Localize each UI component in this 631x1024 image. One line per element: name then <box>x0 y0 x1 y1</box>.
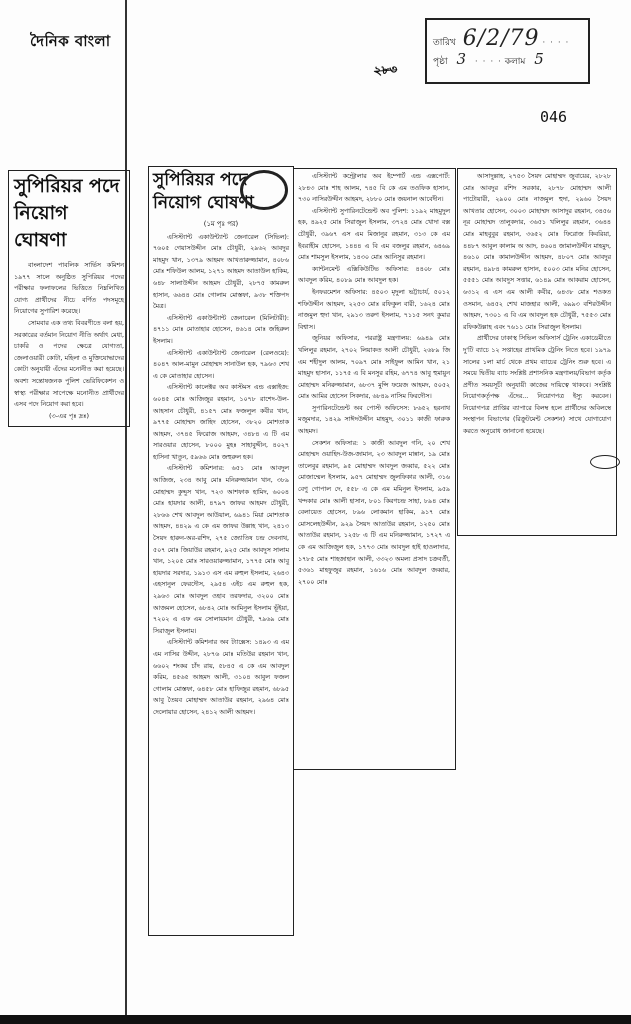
stamp-dots: · · · · <box>542 38 570 48</box>
stamp-page-value: 3 <box>456 50 467 68</box>
appointment-list-paragraph: এসিস্ট্যান্ট একাউন্ট্যান্ট জেনারেল (মিলিটারী): ৪৭১১ মোঃ মোতাহার হোসেন, ৪৬১৪ মোঃ জহিরুল ইসলাম। <box>153 314 289 345</box>
appointment-list-paragraph: এসিস্ট্যান্ট কালেক্টর অব কাস্টমস এন্ড এক্সাইজ: ৬০৪৫ মোঃ আজিজুর রহমান, ১০৭৮ রাশেদ-উল-আহসান চৌধুরী, ৪১৫৭ মোঃ ফজলুল কবীর খান, ৯৭৭৫ মোহাম্মদ জাহিদ হোসেন, ৩৮২০ মোশতাক আহমদ, ৩৭৪৫ ফিরোজ আহমদ, ৩৪৮৪ এ টি এম সারওয়ার হোসেন, ৮০০০ মুহঃ সাহাবুদ্দীন, ৪০২৭ হাসিনা খাতুন, ৫৯৬৬ মোঃ জহুরুল হক। <box>153 384 289 461</box>
appointment-list-paragraph: ক্যান্টনমেন্ট এক্সিকিউটিভ অফিসার: ৪৪০৮ মোঃ আবদুল করিম, ৪০৮৯ মোঃ আবদুল হক। <box>298 265 450 285</box>
training-paragraph: প্রার্থীদের ঢাকাস্থ সিভিল অফিসার্স ট্রেনিং একাডেমীতে দু'টি ব্যাচে ১২ সপ্তাহের প্রাথমিক ট্রেনিং নিতে হবে। ১৯৭৯ সালের ১লা মার্চ থেকে প্রথম ব্যাচের ট্রেনিং শুরু হবে। এ সময়ে দ্বিতীয় ব্যাচ সংশ্লিষ্ট প্রশাসনিক মন্ত্রণালয়/বিভাগ কর্তৃক প্রণীত সময়সূচী অনুযায়ী কাজের দায়িত্বে থাকবে। সংশ্লিষ্ট নিয়োগকর্তৃপক্ষ এঁদের... নিয়োগপত্র ইস্যু করবেন। নিয়োগপত্র প্রাপ্তির ব্যাপারে বিলম্ব হলে প্রার্থীদের অবিলম্বে সংস্থাপন বিভাগের (রিক্রুটমেন্ট সেকশন) সাথে যোগাযোগ করতে অনুরোধ জানানো হয়েছে। <box>463 335 611 436</box>
appointment-list-paragraph: এসিস্ট্যান্ট কন্ট্রোলার অব ইম্পোর্ট এন্ড এক্সপোর্ট: ২৮৪৩ মোঃ শাহ আলম, ৭৪৫ বি কে এম তওফিক হাসান, ৭৩০ নাসিরউদ্দীন আহমদ, ২৮৮০ মোঃ জয়নাল আবেদীন। <box>298 173 450 204</box>
margin-rule <box>125 0 127 1016</box>
appointment-list-paragraph: জুনিয়র অফিসার, পররাষ্ট্র মন্ত্রণালয়: ৬৯৪৯ মোঃ খলিলুর রহমান, ২৭০২ লিয়াকত আলী চৌধুরী, ২৬৮৯ জি এম শহীদুল আলম, ৭০৯৭ মোঃ সাইফুল আমিন খান, ২১ মাহমুদ হাসান, ১১৭৫ এ বি মনসুর রহিম, ৬৭৭৪ আবু হুমায়ুন মোহাম্মদ মনিরুজ্জামান, ৬৮৩৭ মুন্সি ফয়েজ আহমদ, ৫০৫২ মোঃ আমির হোসেন সিকদার, ৬৮৪৯ নাসিম ফিরদৌস। <box>298 335 450 401</box>
front-paragraph: বাংলাদেশ পাবলিক সার্ভিস কমিশন ১৯৭৭ সালে অনুষ্ঠিত সুপিরিয়র পদের পরীক্ষার ফলাফলের ভিত্তিতে নিম্নলিখিত যোগ্য প্রার্থীদের নীচে বর্ণিত পদসমূহে নিয়োগের সুপারিশ করেছে। <box>14 262 124 316</box>
continued-article-column-1 <box>148 166 294 936</box>
appointment-list-paragraph: আসাদুল্লাহ, ২৭৫৩ সৈয়দ মোহাম্মদ জুবায়ের, ২৮২৮ মোঃ আবদুর রশিদ সরকার, ২৮৭৮ মোহাম্মদ আলী পাটোয়ারী, ২৯০০ মোঃ নাজমুল হুদা, ২৯৬০ সৈয়দ আখতার হোসেন, ৩০০৩ মোহাম্মদ আসাদুর রহমান, ৩৪৫৬ নূর মোহাম্মদ তালুকদার, ৩৬৫১ খলিলুর রহমান, ৩৬৪৪ মোঃ মাহবুবুর রহমান, ৩৬৫২ মোঃ ফিরোজ কিবরিয়া, ৪৪৮৭ আবুল কালাম অ আদ, ৪৬০৪ জামালউদ্দীন মাহমুদ, ৪৬১০ মোঃ কামালউদ্দীন আহমদ, ৪৮০৭ মোঃ আবদুর রহমান, ৪৯৮৪ কামরুল হাসান, ৫০০৩ মোঃ মনির হোসেন, ৫৫৫১ মোঃ আবদুস সত্তার, ৬১৪৯ মোঃ আকরাম হোসেন, ৬৩১২ এ এস এম আলী কবীর, ৬৪৩৮ মোঃ শওকত ওসমান, ৬৪৫২ শেখ মাজহার আলী, ৬৯৯৩ বশিরউদ্দীন আহমদ, ৭৩০১ এ বি এম আবদুল হক চৌধুরী, ৭৫৫৩ মোঃ রফিকউল্লাহ এবং ৭৬১১ মোঃ সিরাজুল ইসলাম। <box>463 173 611 331</box>
stamp-page-row <box>433 50 550 69</box>
front-article-body <box>14 260 124 422</box>
appointment-list-paragraph: ইনফরমেশন অফিসার: ৪৫০৩ মৃদুলা ভট্টাচার্য, ৫০১২ শফিউদ্দীন আহমদ, ২২৫৩ মোঃ রফিকুল বারী, ১৬২৪ মোঃ নাজমুল হুদা খান, ২৯১৩ তরুণ ইসলাম, ৭১১৫ সনৎ কুমার বিশ্বাস। <box>298 288 450 331</box>
appointment-list-paragraph: সেকশন অফিসার: ১ কাজী আবদুল গনি, ২০ শেখ মোহাম্মদ ওয়াহিদ-উজ-জামান, ২৩ আবদুল মান্নান, ১৯ মোঃ তালেবুর রহমান, ৯৫ মোহাম্মদ আবদুল জব্বার, ৫২২ মোঃ মোজাম্মেল ইসলাম, ৯৫৭ মোহাম্মদ জুলফিকার আলী, ৩১৬ বেণু গোপাল দে, ৫৫৮ এ কে এম মমিনুল ইসলাম, ৯৫৯ খন্দকার মোঃ আলী হাসান, ৮০১ কিরণচন্দ্র সাহা, ৮৯৪ মোঃ বেলায়েত হোসেন, ৮৯৬ লোকমান হাকিম, ৯১৭ মোঃ মোসলেহউদ্দীন, ৯২৯ সৈয়দ আতাউর রহমান, ১২৫০ মোঃ আতাউর রহমান, ১২৫৮ এ টি এম মনিরুজ্জামান, ১৭২৭ এ কে এম আজিজুল হক, ১৭৭৩ মোঃ আবদুল হাই হাওলাদার, ১৭৮৫ মোঃ শাহজাহান আলী, ৩৩২৩ অমল্য প্রসাদ চক্রবর্তী, ৫৩৬১ মাহফুজুর রহমান, ১৬১৬ মোঃ আবদুল জব্বার, ২৭০০ মোঃ <box>298 439 450 586</box>
continued-headline: সুপিরিয়র পদে নিয়োগ ঘোষণা <box>153 170 254 213</box>
continued-note: (৩-এর পৃঃ দ্রঃ) <box>49 411 89 420</box>
continued-article-column-3 <box>457 168 617 536</box>
stamp-column-label: কলাম <box>504 57 526 67</box>
stamp-date-value: 6/2/79 <box>462 26 540 51</box>
appointment-list-paragraph: এসিস্ট্যান্ট সুপারিনটেন্ডেন্ট অব পুলিশ: ১১৯২ মাহমুদুল হক, ৪৯২৫ মোঃ সিরাজুল ইসলাম, ৩৭২৪ মোঃ খোদা বক্স চৌধুরী, ৩৯৬৭ এস এম মিজানুর রহমান, ৩১৩ কে এম ইবরাহীম হোসেন, ১৪৪৪ এ বি এম বজলুর রহমান, ৬৪৬৯ মোঃ শামসুল ইসলাম, ১৪৩০ মোঃ আনিসুর রহমান। <box>298 207 450 262</box>
struck-number: ২৮৩ <box>373 62 398 78</box>
appointment-list-paragraph: এসিস্ট্যান্ট কমিশনার অব ট্যাক্সেস: ১৪৯৩ এ এম এম নাসির উদ্দীন, ২৮৭৬ মোঃ মতিউর রহমান খান, ৬৬০২ শংকর চাঁদ রায়, ৫৮৪৫ এ কে এম আবদুল করিম, ৪৫৬৫ আহমদ আলী, ৩১০৪ আবুল ফজল গোলাম মোস্তফা, ৬৪৫৮ মোঃ হাফিজুর রহমান, ৬৮৯৫ আবু তৈয়ব মোহাম্মদ আতাউর রহমান, ২৯৬৪ মোঃ দেলোয়ার হোসেন, ২৪১২ আলী আহমদ। <box>153 639 289 716</box>
from-page-note: (১ম পৃঃ পর) <box>203 220 239 228</box>
stamp-page-label: পৃষ্ঠা <box>433 57 448 67</box>
scan-edge <box>0 1015 631 1024</box>
front-headline: সুপিরিয়র পদে নিয়োগ ঘোষণা <box>14 175 120 251</box>
appointment-list-paragraph: এসিস্ট্যান্ট একাউন্ট্যান্ট জেনারেল (রেলওয়ে): ৪০৪৭ আল-মামুন মোহাম্মদ সানাউল হক, ৭৯৬৩ শেখ এ কে মোতাহার হোসেন। <box>153 349 289 380</box>
appointment-list-paragraph: এসিস্ট্যান্ট একাউন্ট্যান্ট জেনারেল (সিভিল): ৭৬০৫ গেয়াসউদ্দীন মোঃ চৌধুরী, ২৯৬২ আবদুর মাহমুদ খান, ১৩৭৯ আহমদ আখতারুজ্জামান, ৪০৮৬ মোঃ শফিউল আলম, ১২৭১ আহমদ আতাউল হাকিম, ৬৪৮ সালাউদ্দীন আহমদ চৌধুরী, ২৮৭৫ কামরুল হাসান, ৬৬৪৪ মোঃ গোলাম মোস্তফা, ৯৩৮ শক্তিপদ মৈত্র। <box>153 233 289 311</box>
stamp-dots: · · · · <box>474 57 502 67</box>
pen-scribble-mark <box>590 455 620 469</box>
front-paragraph: সোমবার এক তথ্য বিবরণীতে বলা হয়, সরকারের বর্তমান নিয়োগ নীতি অর্থাৎ মেধা, চাকরি ও পদের ক্ষেত্রে যোগ্যতা, জেলাওয়ারী কোটা, মহিলা ও মুক্তিযোদ্ধাদের কোটা অনুযায়ী এঁদের মনোনীত করা হয়েছে। অবশ্য সন্তোষজনক পুলিশ ভেরিফিকেশন ও স্বাস্থ্য পরীক্ষার সাপেক্ষে মনোনীত প্রার্থীদের এসব পদে নিয়োগ করা হবে। <box>14 319 124 409</box>
ink-blot-mark <box>240 170 288 210</box>
stamp-date-row <box>433 26 569 51</box>
appointment-list-paragraph: এসিস্ট্যান্ট কমিশনার: ৬৫১ মোঃ আবদুল আজিজ, ২৩৪ আবু মোঃ মনিরুজ্জামান খান, ৩৮৯ মোহাম্মদ কুদ্দুস খান, ৭২৩ আশফাক হামিদ, ৬০০৪ মোঃ হায়দার আলী, ৪৭৯৭ জাফর আহমদ চৌধুরী, ২৮৬৬ শেখ আবদুল আউয়াল, ৬৯৪১ মিয়া মোশতাক আহমদ, ৪৪২৯ এ কে এম জাফর উল্লাহ খান, ২৪১৩ সৈয়দ হারুন-অর-রশিদ, ২৭৫ জ্যোতিষ চন্দ্র দেবনাথ, ৫০৭ মোঃ জিয়াউর রহমান, ৯২৫ মোঃ আবদুস সালাম খান, ১২০৫ মোঃ সারওয়ারুজ্জামান, ১৭৭৫ মোঃ আবু হায়দার সরদার, ১৯১৩ এস এম রুহুল ইসলাম, ২৬৪৩ এহসানুল ফেরদৌস, ২৯৫৪ এইচ এম রুহুল হক, ২৯৬৩ মোঃ আবদুল ওহাব তরফদার, ৩২০০ মোঃ আজমল হোসেন, ৬৮৪২ মোঃ আমিনুল ইসলাম ভূঁইয়া, ৭২০২ এ এফ এম সোলায়মান চৌধুরী, ৭৯৬৯ মোঃ সিরাজুল ইসলাম। <box>153 465 289 635</box>
date-stamp <box>425 18 590 84</box>
appointment-list-paragraph: সুপারিনটেন্ডেন্ট অব পোস্ট অফিসেস: ৮৬৫২ হরনাথ মজুমদার, ১৪২৯ সাঈদউদ্দীন মাহমুদ, ৩০১১ কাজী ফারুক আহমদ। <box>298 404 450 436</box>
continued-article-column-2 <box>293 168 456 770</box>
newspaper-name: দৈনিক বাংলা <box>30 32 111 50</box>
stamp-column-value: 5 <box>534 50 544 68</box>
front-article-clipping <box>8 170 130 427</box>
file-number: 046 <box>540 108 568 126</box>
stamp-date-label: তারিখ <box>433 38 456 48</box>
